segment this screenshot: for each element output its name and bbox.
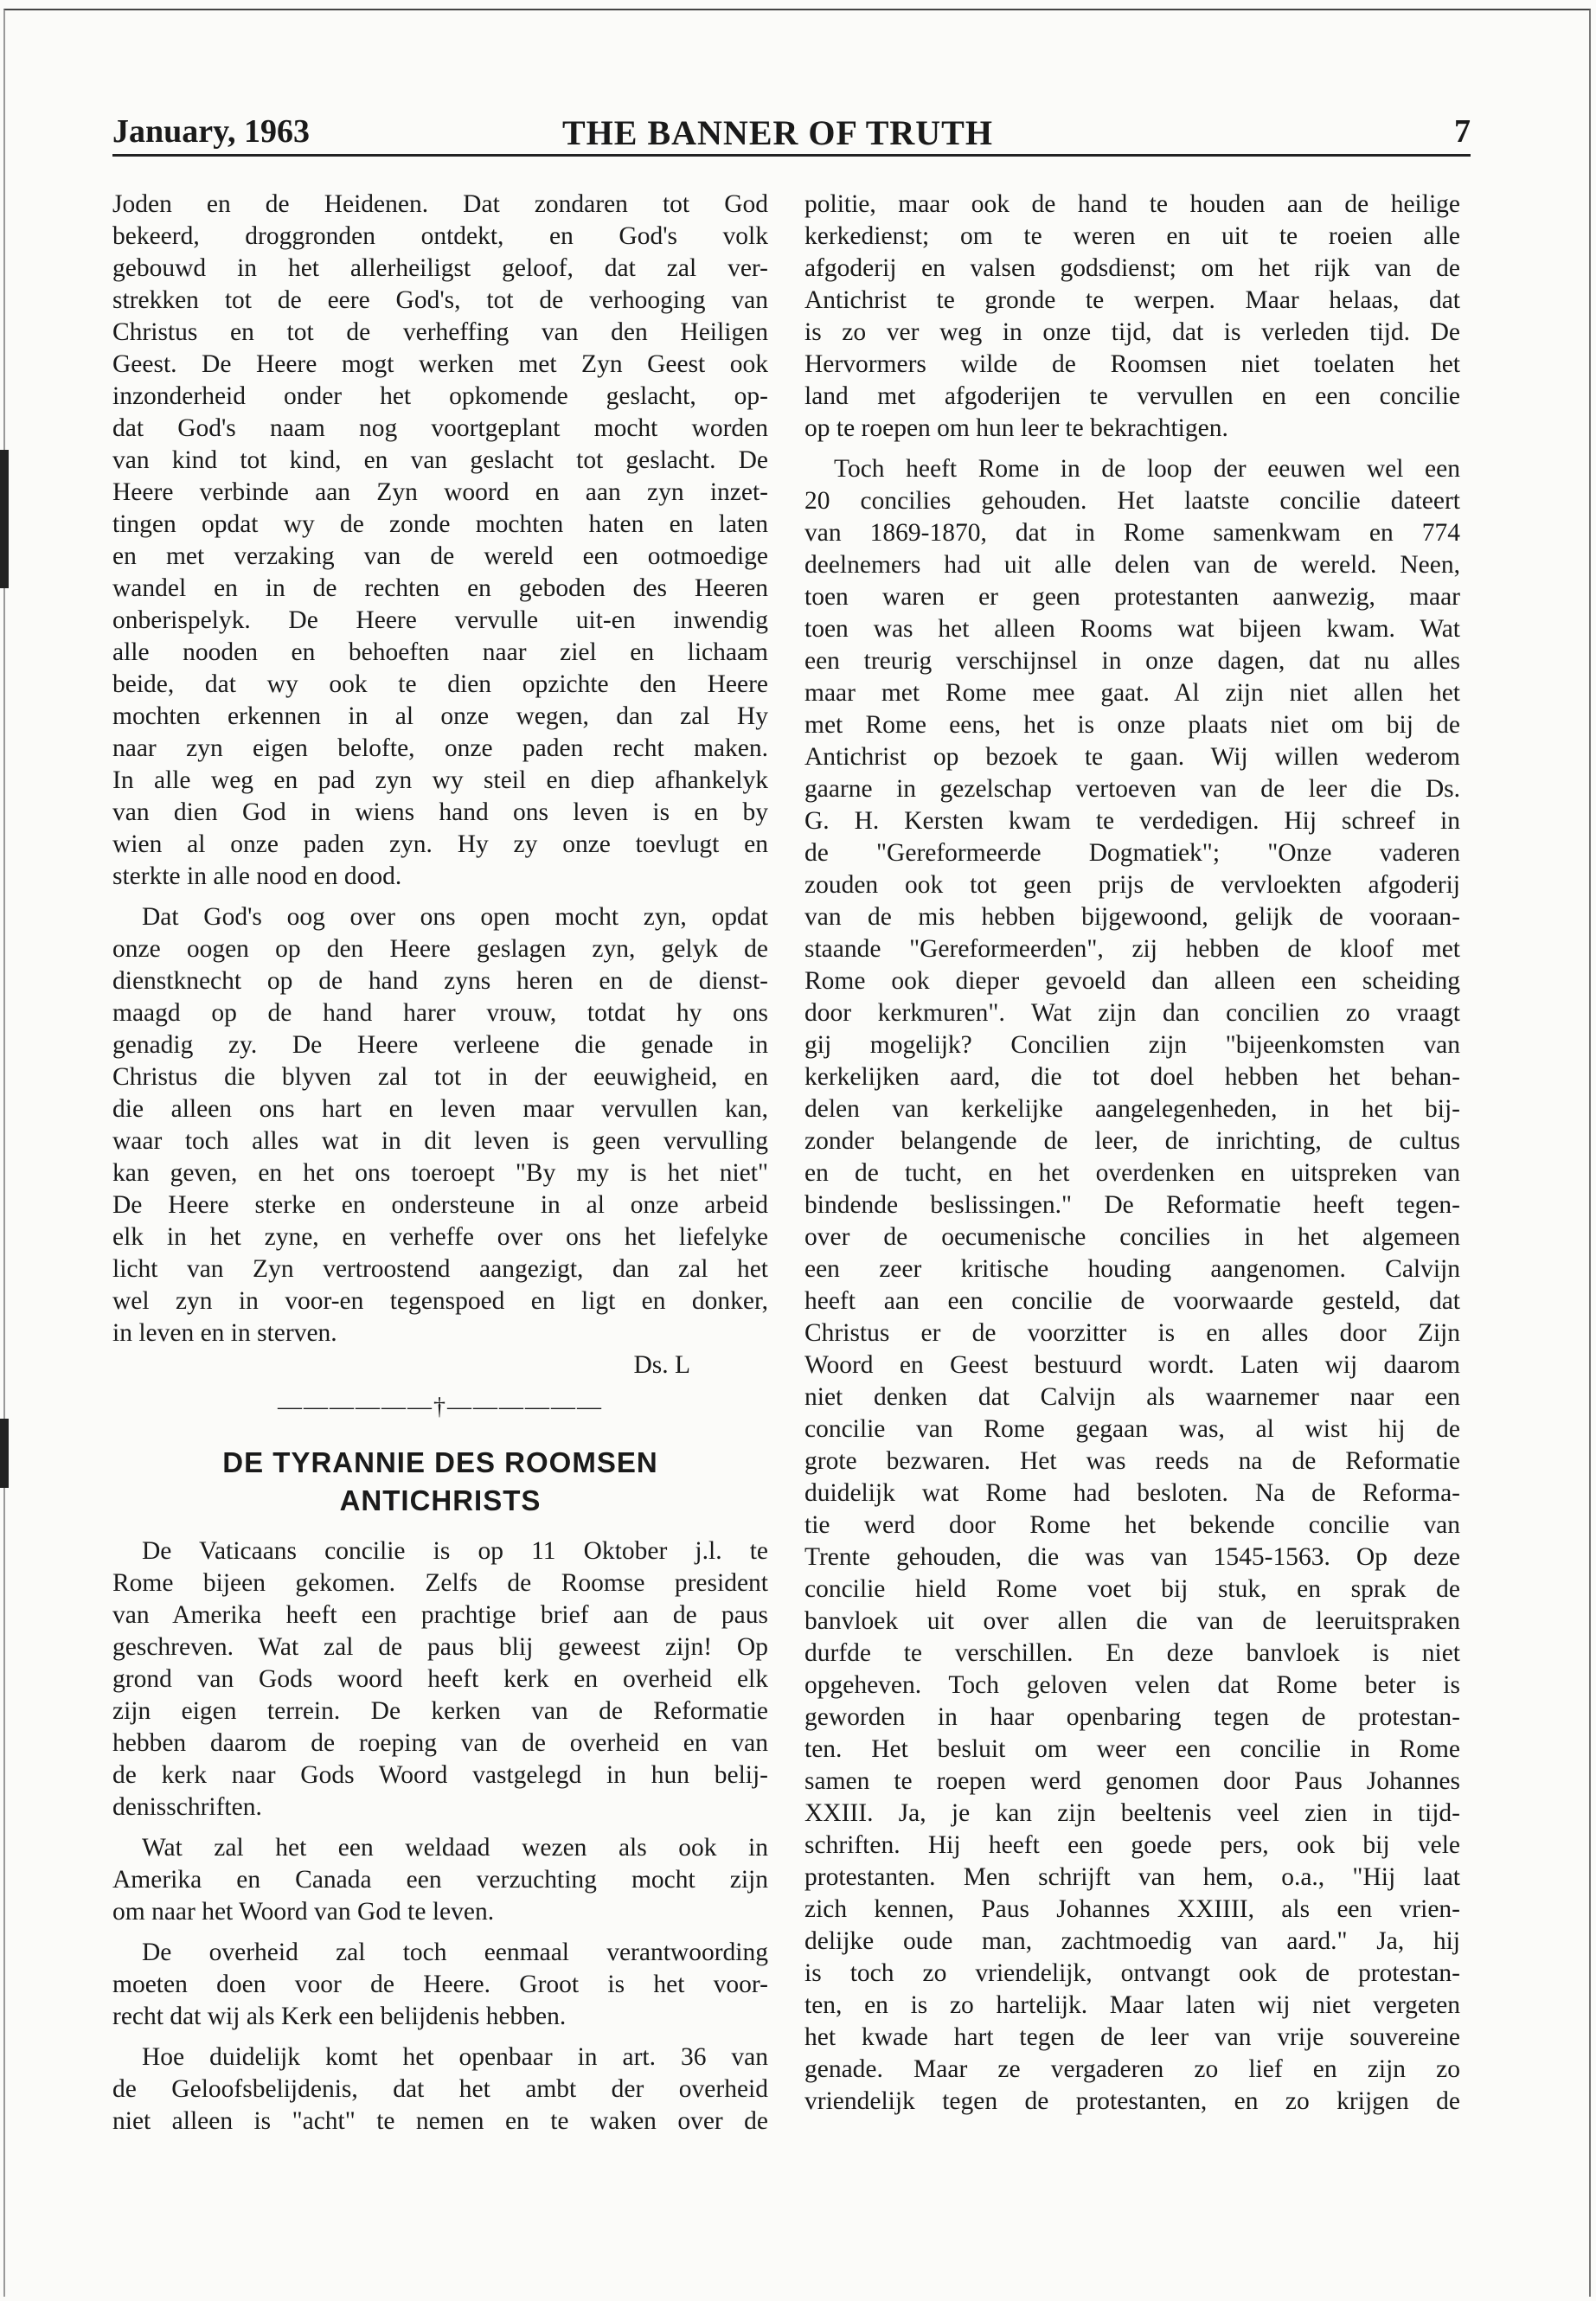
text-line: concilie hield Rome voet bij stuk, en sprak de [804, 1575, 1460, 1603]
text-line: gaarne in gezelschap vertoeven van de leer die Ds. [804, 775, 1460, 803]
text-line: In alle weg en pad zyn wy steil en diep afhankelyk [112, 766, 768, 794]
paragraph [804, 189, 1460, 445]
text-line: met Rome eens, het is onze plaats niet om bij de [804, 711, 1460, 739]
text-line: De Heere sterke en ondersteune in al onze arbeid [112, 1191, 768, 1219]
text-line: onze oogen op den Heere geslagen zyn, gelyk de [112, 935, 768, 963]
text-line: het kwade hart tegen de leer van vrije souvereine [804, 2023, 1460, 2051]
text-line: kan geven, en het ons toeroept "By my is het niet" [112, 1159, 768, 1187]
paragraph [112, 2041, 768, 2138]
text-line: van Amerika heeft een prachtige brief aan de paus [112, 1601, 768, 1629]
text-line: zijn eigen terrein. De kerken van de Reformatie [112, 1697, 768, 1725]
text-line: Christus er de voorzitter is en alles door Zijn [804, 1319, 1460, 1347]
text-line: is toch zo vriendelijk, ontvangt ook de protestan- [804, 1959, 1460, 1987]
text-line: inzonderheid onder het opkomende geslacht, op- [112, 382, 768, 410]
text-line: Rome bijeen gekomen. Zelfs de Roomse president [112, 1569, 768, 1597]
text-line: recht dat wij als Kerk een belijdenis hebben. [112, 2003, 567, 2030]
text-line: beide, dat wy ook te dien opzichte den Heere [112, 670, 768, 698]
text-line: politie, maar ook de hand te houden aan de heilige [804, 190, 1460, 218]
text-line: protestanten. Men schrijft van hem, o.a., "Hij laat [804, 1863, 1460, 1891]
text-line: delen van kerkelijke aangelegenheden, in het bij- [804, 1095, 1460, 1123]
right-column [804, 189, 1460, 2118]
text-line: geschreven. Wat zal de paus blij geweest zijn! Op [112, 1633, 768, 1661]
text-line: tie werd door Rome het bekende concilie van [804, 1511, 1460, 1539]
text-line: denisschriften. [112, 1793, 262, 1821]
text-line: 20 concilies gehouden. Het laatste concilie dateert [804, 487, 1460, 515]
text-line: alle nooden en behoeften naar ziel en lichaam [112, 638, 768, 666]
text-line: maagd op de hand harer vrouw, totdat hy ons [112, 999, 768, 1027]
text-line: maar met Rome mee gaat. Al zijn niet allen het [804, 679, 1460, 707]
text-line: Antichrist te gronde te werpen. Maar helaas, dat [804, 286, 1460, 314]
article-title-line: DE TYRANNIE DES ROOMSEN [222, 1446, 658, 1478]
text-line: durfde te verschillen. En deze banvloek is niet [804, 1639, 1460, 1667]
paragraph [804, 453, 1460, 2118]
text-line: in leven en in sterven. [112, 1319, 337, 1347]
text-line: gij mogelijk? Concilien zijn "bijeenkomsten van [804, 1031, 1460, 1059]
text-line: Christus die blyven zal tot in der eeuwigheid, en [112, 1063, 768, 1091]
text-line: is zo ver weg in onze tijd, dat is verleden tijd. De [804, 318, 1460, 346]
text-line: Geest. De Heere mogt werken met Zyn Geest ook [112, 350, 768, 378]
text-line: Heere verbinde aan Zyn woord en aan zyn inzet- [112, 478, 768, 506]
text-line: Hoe duidelijk komt het openbaar in art. 36 van [142, 2043, 768, 2071]
text-line: wandel en in de rechten en geboden des Heeren [112, 574, 768, 602]
text-line: tingen opdat wy de zonde mochten haten en laten [112, 510, 768, 538]
text-line: delijke oude man, zachtmoedig van aard." Ja, hij [804, 1927, 1460, 1955]
text-line: staande "Gereformeerden", zij hebben de kloof met [804, 935, 1460, 963]
text-line: ten, en is zo hartelijk. Maar laten wij niet vergeten [804, 1991, 1460, 2019]
left-column [112, 189, 768, 2138]
text-line: en met verzaking van de wereld een ootmoedige [112, 542, 768, 570]
text-line: sterkte in alle nood en dood. [112, 862, 402, 890]
text-line: strekken tot de eere God's, tot de verhooging van [112, 286, 768, 314]
text-line: afgoderij en valsen godsdienst; om het rijk van de [804, 254, 1460, 282]
text-line: de kerk naar Gods Woord vastgelegd in hun belij- [112, 1761, 768, 1789]
running-header [112, 111, 1471, 157]
header-date: January, 1963 [112, 113, 311, 150]
text-line: van kind tot kind, en van geslacht tot geslacht. De [112, 446, 768, 474]
text-line: duidelijk wat Rome had besloten. Na de Reforma- [804, 1479, 1460, 1507]
scan-edge-mark [0, 1419, 9, 1488]
paragraph [112, 901, 768, 1349]
text-line: dat God's naam nog voortgeplant mocht worden [112, 414, 768, 442]
text-line: de "Gereformeerde Dogmatiek"; "Onze vaderen [804, 839, 1460, 867]
text-line: van de mis hebben bijgewoond, gelijk de vooraan- [804, 903, 1460, 931]
text-line: kerkedienst; om te weren en uit te roeien alle [804, 222, 1460, 250]
text-line: genadig zy. De Heere verleene die genade in [112, 1031, 768, 1059]
text-line: om naar het Woord van God te leven. [112, 1898, 495, 1926]
text-line: banvloek uit over allen die van de leeruitspraken [804, 1607, 1460, 1635]
text-line: wien al onze paden zyn. Hy zy onze toevlugt en [112, 830, 768, 858]
text-line: die alleen ons hart en leven maar vervullen kan, [112, 1095, 768, 1123]
text-line: kerkelijken aard, die tot doel hebben het behan- [804, 1063, 1460, 1091]
paragraph [112, 1937, 768, 2033]
text-line: hebben daarom de roeping van de overheid en van [112, 1729, 768, 1757]
text-line: mochten erkennen in al onze wegen, dan zal Hy [112, 702, 768, 730]
text-line: bekeerd, droggronden ontdekt, en God's volk [112, 222, 768, 250]
text-line: De Vaticaans concilie is op 11 Oktober j.l. te [142, 1537, 768, 1565]
text-line: G. H. Kersten kwam te verdedigen. Hij schreef in [804, 807, 1460, 835]
text-line: genade. Maar ze vergaderen zo lief en zijn zo [804, 2055, 1460, 2083]
text-line: onberispelyk. De Heere vervulle uit-en inwendig [112, 606, 768, 634]
text-line: op te roepen om hun leer te bekrachtigen. [804, 414, 1228, 442]
text-line: opgeheven. Toch geloven velen dat Rome beter is [804, 1671, 1460, 1699]
paragraph [112, 1535, 768, 1823]
text-line: grond van Gods woord heeft kerk en overheid elk [112, 1665, 768, 1693]
text-line: samen te roepen werd genomen door Paus Johannes [804, 1767, 1460, 1795]
text-line: toen was het alleen Rooms wat bijeen kwam. Wat [804, 615, 1460, 643]
text-line: Christus en tot de verheffing van den Heiligen [112, 318, 768, 346]
text-line: heeft aan een concilie de voorwaarde gesteld, dat [804, 1287, 1460, 1315]
text-line: zouden ook tot geen prijs de vervloekten afgoderij [804, 871, 1460, 899]
article-title-line: ANTICHRISTS [339, 1484, 542, 1516]
text-line: waar toch alles wat in dit leven is geen vervulling [112, 1127, 768, 1155]
text-line: Antichrist op bezoek te gaan. Wij willen wederom [804, 743, 1460, 771]
text-line: grote bezwaren. Het was reeds na de Reformatie [804, 1447, 1460, 1475]
text-line: naar zyn eigen belofte, onze paden recht maken. [112, 734, 768, 762]
text-line: de Geloofsbelijdenis, dat het ambt der overheid [112, 2075, 768, 2103]
text-line: De overheid zal toch eenmaal verantwoording [142, 1939, 768, 1966]
paragraph [112, 1832, 768, 1928]
text-line: Hervormers wilde de Roomsen niet toelaten het [804, 350, 1460, 378]
text-line: over de oecumenische concilies in het algemeen [804, 1223, 1460, 1251]
scan-edge-mark [0, 450, 9, 588]
text-line: gebouwd in het allerheiligst geloof, dat zal ver- [112, 254, 768, 282]
text-line: wel zyn in voor-en tegenspoed en ligt en donker, [112, 1287, 768, 1315]
text-line: niet denken dat Calvijn als waarnemer naar een [804, 1383, 1460, 1411]
text-line: van dien God in wiens hand ons leven is en by [112, 798, 768, 826]
text-line: Amerika en Canada een verzuchting mocht zijn [112, 1866, 768, 1894]
text-line: door kerkmuren". Wat zijn dan concilien zo vraagt [804, 999, 1460, 1027]
text-line: geworden in haar openbaring tegen de protestan- [804, 1703, 1460, 1731]
text-line: Trente gehouden, die was van 1545-1563. Op deze [804, 1543, 1460, 1571]
page-number: 7 [1454, 113, 1471, 150]
text-line: toen waren er geen protestanten aanwezig, maar [804, 583, 1460, 611]
section-divider: ——————†—————— [278, 1394, 603, 1420]
text-line: bindende beslissingen." De Reformatie heeft tegen- [804, 1191, 1460, 1219]
text-line: dienstknecht op de hand zyns heren en de dienst- [112, 967, 768, 995]
signature: Ds. L [633, 1351, 690, 1379]
text-line: deelnemers had uit alle delen van de wereld. Neen, [804, 551, 1460, 579]
text-line: concilie van Rome gegaan was, al wist hij de [804, 1415, 1460, 1443]
text-line: vriendelijk tegen de protestanten, en zo krijgen de [804, 2087, 1460, 2115]
text-line: Toch heeft Rome in de loop der eeuwen wel een [834, 455, 1460, 483]
text-line: Woord en Geest bestuurd wordt. Laten wij daarom [804, 1351, 1460, 1379]
text-line: Dat God's oog over ons open mocht zyn, opdat [142, 903, 768, 931]
article-title [112, 1444, 768, 1520]
publication-title: THE BANNER OF TRUTH [562, 113, 993, 152]
text-line: land met afgoderijen te vervullen en een concilie [804, 382, 1460, 410]
text-line: zonder belangende de leer, de inrichting, de cultus [804, 1127, 1460, 1155]
text-line: XXIII. Ja, je kan zijn beeltenis veel zien in tijd- [804, 1799, 1460, 1827]
text-line: Joden en de Heidenen. Dat zondaren tot God [112, 190, 768, 218]
text-line: en de tucht, en het overdenken en uitspreken van [804, 1159, 1460, 1187]
text-line: Rome ook dieper gevoeld dan alleen een scheiding [804, 967, 1460, 995]
text-line: niet alleen is "acht" te nemen en te waken over de [112, 2107, 768, 2135]
text-line: een treurig verschijnsel in onze dagen, dat nu alles [804, 647, 1460, 675]
text-line: licht van Zyn vertroostend aangezigt, dan zal het [112, 1255, 768, 1283]
text-line: Wat zal het een weldaad wezen als ook in [142, 1834, 768, 1862]
text-line: moeten doen voor de Heere. Groot is het voor- [112, 1971, 768, 1998]
text-line: van 1869-1870, dat in Rome samenkwam en 774 [804, 519, 1460, 547]
text-line: ten. Het besluit om weer een concilie in Rome [804, 1735, 1460, 1763]
text-line: schriften. Hij heeft een goede pers, ook bij vele [804, 1831, 1460, 1859]
text-line: een zeer kritische houding aangenomen. Calvijn [804, 1255, 1460, 1283]
text-line: zich kennen, Paus Johannes XXIIII, als een vrien- [804, 1895, 1460, 1923]
text-line: elk in het zyne, en verheffe over ons het liefelyke [112, 1223, 768, 1251]
paragraph [112, 189, 768, 893]
